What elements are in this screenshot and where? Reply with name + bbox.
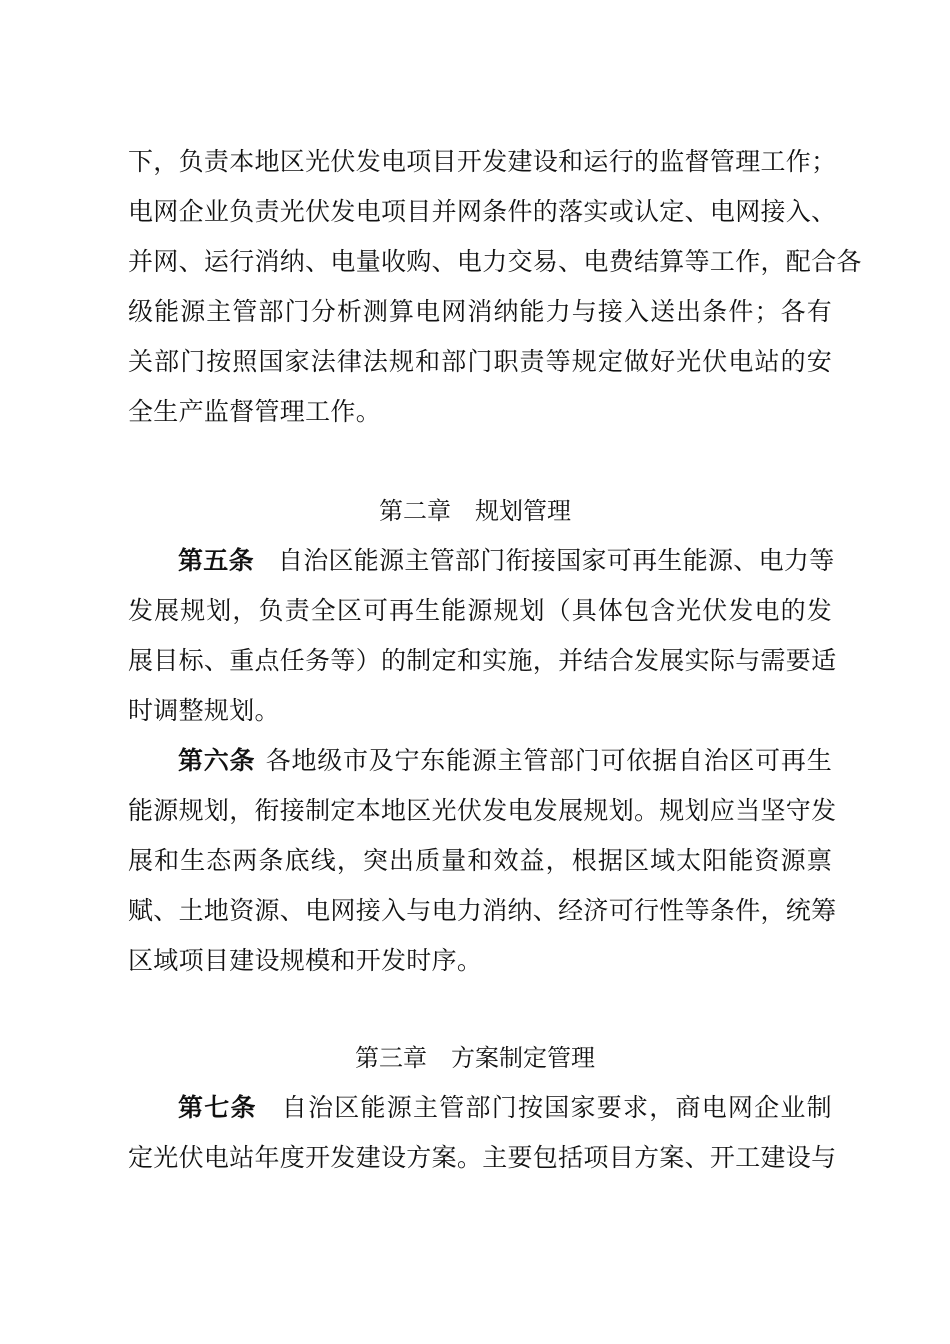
body-text-line: 区域项目建设规模和开发时序。	[128, 946, 483, 975]
chapter-heading: 第二章 规划管理	[379, 497, 571, 525]
body-text-line: 展目标、重点任务等）的制定和实施，并结合发展实际与需要适	[128, 646, 837, 675]
body-text-line: 并网、运行消纳、电量收购、电力交易、电费结算等工作，配合各	[128, 247, 862, 276]
article-text: 各地级市及宁东能源主管部门可依据自治区可再生	[265, 746, 832, 775]
article-first-line	[178, 1083, 832, 1133]
article-first-line	[178, 736, 832, 786]
body-text-line: 全生产监督管理工作。	[128, 397, 382, 426]
body-text-line: 发展规划，负责全区可再生能源规划（具体包含光伏发电的发	[128, 596, 832, 625]
body-text-line: 展和生态两条底线，突出质量和效益，根据区域太阳能资源禀	[128, 846, 832, 875]
article-text: 自治区能源主管部门按国家要求，商电网企业制	[280, 1093, 832, 1122]
article-text: 自治区能源主管部门衔接国家可再生能源、电力等	[277, 546, 835, 575]
body-text-line: 级能源主管部门分析测算电网消纳能力与接入送出条件；各有	[128, 297, 832, 326]
body-text-line: 下，负责本地区光伏发电项目开发建设和运行的监督管理工作；	[128, 147, 837, 176]
article-label: 第六条	[178, 746, 256, 775]
body-text-line: 时调整规划。	[128, 696, 280, 725]
chapter-heading: 第三章 方案制定管理	[355, 1044, 595, 1072]
body-text-line: 关部门按照国家法律法规和部门职责等规定做好光伏电站的安	[128, 347, 832, 376]
article-first-line	[178, 536, 835, 586]
article-label: 第七条	[178, 1093, 257, 1122]
body-text-line: 电网企业负责光伏发电项目并网条件的落实或认定、电网接入、	[128, 197, 837, 226]
article-label: 第五条	[178, 546, 254, 575]
body-text-line: 赋、土地资源、电网接入与电力消纳、经济可行性等条件，统筹	[128, 896, 837, 925]
body-text-line: 定光伏电站年度开发建设方案。主要包括项目方案、开工建设与	[128, 1143, 837, 1172]
body-text-line: 能源规划，衔接制定本地区光伏发电发展规划。规划应当坚守发	[128, 796, 837, 825]
